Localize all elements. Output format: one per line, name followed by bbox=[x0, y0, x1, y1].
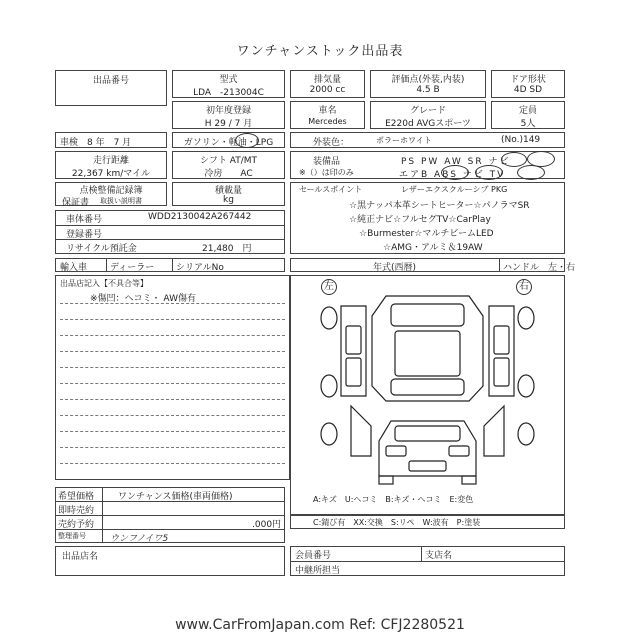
first-reg-cell bbox=[172, 101, 285, 129]
shift-cell bbox=[172, 151, 285, 179]
equipment-circle-4 bbox=[475, 165, 503, 180]
stock-no-label: 出品番号 bbox=[92, 76, 129, 86]
import-label: 輸入車 bbox=[60, 263, 88, 273]
legend-row-2: C:錆び有 XX:交換 S:リペ W:波有 P:塗装 bbox=[313, 518, 481, 527]
midway-label: 中継所担当 bbox=[295, 566, 341, 576]
warranty-value: 取扱い説明書 bbox=[100, 197, 142, 205]
grade-score-label: 評価点(外装,内装) bbox=[391, 75, 465, 85]
footer-ref: www.CarFromJapan.com Ref: CFJ2280521 bbox=[175, 617, 465, 633]
displacement-cell bbox=[290, 70, 365, 98]
stamp-value: ウンフノイワ5 bbox=[110, 534, 169, 544]
equipment-circle-3 bbox=[441, 165, 469, 180]
grade-value: E220d AVGスポーツ bbox=[385, 119, 471, 129]
reg-no-label: 登録番号 bbox=[66, 230, 103, 240]
notes-label: 出品店記入【不具合等】 bbox=[60, 279, 148, 288]
model-value: LDA -213004C bbox=[193, 88, 264, 98]
equipment-row2: エアB ABS ナビ TV bbox=[399, 170, 506, 180]
mileage-cell bbox=[55, 151, 167, 179]
member-label: 会員番号 bbox=[295, 551, 332, 561]
sales-points-cell bbox=[290, 182, 565, 254]
instant-contract-label: 即時売約 bbox=[58, 506, 95, 516]
shift-label: シフト AT/MT bbox=[199, 156, 258, 166]
sales-point-4: ☆Burmester☆マルチビームLED bbox=[359, 229, 494, 239]
displacement-label: 排気量 bbox=[313, 75, 341, 85]
diagram-right-mark: 右 bbox=[516, 279, 532, 295]
fuel-label: ガソリン・軽油・LPG bbox=[183, 138, 274, 148]
year-row bbox=[290, 258, 576, 273]
first-reg-value: H 29 / 7 月 bbox=[204, 119, 253, 129]
weight-unit: kg bbox=[223, 195, 234, 205]
maker-cell bbox=[290, 101, 365, 129]
inspection-cell bbox=[55, 132, 167, 148]
color-cell bbox=[290, 132, 565, 148]
sales-point-1: レザーエクスクルーシブ PKG bbox=[401, 185, 508, 194]
door-cell bbox=[491, 70, 565, 98]
inspection-record-label: 点検整備記録簿 bbox=[79, 186, 143, 196]
equipment-row1: PS PW AW SR ナビ bbox=[401, 157, 511, 167]
price-block bbox=[55, 487, 285, 543]
model-label: 型式 bbox=[219, 75, 238, 85]
sales-point-5: ☆AMG・アルミ＆19AW bbox=[383, 243, 483, 253]
branch-label: 支店名 bbox=[425, 551, 453, 561]
store-name-cell bbox=[55, 546, 285, 576]
recycle-value: 21,480 円 bbox=[202, 244, 252, 254]
sales-point-2: ☆黒ナッパ本革シートヒーター☆パノラマSR bbox=[349, 201, 530, 211]
equipment-cell bbox=[290, 151, 565, 179]
sheet-title: ワンチャンストック出品表 bbox=[236, 44, 404, 59]
weight-cell bbox=[172, 182, 285, 206]
inspection-record-cell bbox=[55, 182, 167, 206]
aircon-label: 冷房 AC bbox=[204, 169, 253, 179]
equipment-label: 装備品 bbox=[313, 157, 341, 167]
sales-points-label: セールスポイント bbox=[299, 185, 363, 194]
color-label: 外装色： bbox=[313, 138, 350, 148]
capacity-cell bbox=[491, 101, 565, 129]
fuel-circle-mark bbox=[235, 133, 259, 148]
legend-row-2-cell bbox=[290, 515, 565, 529]
color-no: (No.)149 bbox=[501, 135, 541, 145]
car-outline-diagram bbox=[291, 276, 564, 514]
chassis-cell bbox=[55, 210, 285, 254]
equipment-note: ※（）は印のみ bbox=[299, 168, 354, 177]
grade-cell bbox=[370, 101, 486, 129]
door-value: 4D SD bbox=[513, 85, 543, 95]
equipment-circle-5 bbox=[517, 165, 545, 180]
chassis-label: 車体番号 bbox=[66, 215, 103, 225]
mileage-value: 22,367 km/マイル bbox=[71, 169, 151, 179]
store-name-label: 出品店名 bbox=[62, 552, 99, 562]
capacity-label: 定員 bbox=[518, 106, 537, 116]
notes-line-1: ※傷凹：ヘコミ・ AW傷有 bbox=[90, 294, 196, 304]
fuel-cell bbox=[172, 132, 285, 148]
serial-label: シリアルNo bbox=[176, 263, 224, 273]
import-row bbox=[55, 258, 285, 272]
reserve-label: 売約予約 bbox=[58, 520, 95, 530]
maker-label: 車名 bbox=[318, 106, 337, 116]
warranty-label: 保証書 bbox=[62, 198, 90, 208]
grade-score-value: 4.5 B bbox=[416, 85, 440, 95]
notes-area bbox=[55, 275, 290, 480]
first-reg-label: 初年度登録 bbox=[205, 106, 251, 116]
stamp-label: 整理番号 bbox=[58, 532, 86, 540]
car-diagram-area bbox=[290, 275, 565, 515]
weight-label: 積載量 bbox=[214, 186, 242, 196]
capacity-value: 5人 bbox=[520, 119, 536, 129]
grade-score-cell bbox=[370, 70, 486, 98]
stock-no-cell bbox=[55, 70, 167, 106]
equipment-circle-1 bbox=[501, 152, 527, 167]
door-label: ドア形状 bbox=[510, 75, 546, 85]
recycle-label: リサイクル預託金 bbox=[66, 244, 137, 254]
sales-point-3: ☆純正ナビ☆フルセグTV☆CarPlay bbox=[349, 215, 491, 225]
color-value: ポラーホワイト bbox=[376, 136, 432, 145]
reserve-value: .000円 bbox=[252, 520, 282, 530]
displacement-value: 2000 cc bbox=[309, 85, 346, 95]
inspection-label: 車検 8 年 7 月 bbox=[60, 138, 132, 148]
maker-value: Mercedes bbox=[308, 117, 347, 126]
grade-label: グレード bbox=[409, 106, 446, 116]
desired-price-value: ワンチャンス価格(車両価格) bbox=[118, 492, 233, 502]
desired-price-label: 希望価格 bbox=[58, 492, 95, 502]
model-cell bbox=[172, 70, 285, 98]
legend-row-1: A:キズ U:ヘコミ B:キズ・ヘコミ E:変色 bbox=[313, 495, 474, 504]
year-label: 年式(西暦) bbox=[373, 263, 417, 273]
diagram-left-mark: 左 bbox=[321, 279, 337, 295]
member-cell bbox=[290, 546, 565, 576]
dealer-label: ディーラー bbox=[110, 263, 155, 273]
handle-label: ハンドル 左・右 bbox=[503, 263, 576, 273]
chassis-value: WDD2130042A267442 bbox=[148, 212, 252, 222]
mileage-label: 走行距離 bbox=[92, 156, 129, 166]
